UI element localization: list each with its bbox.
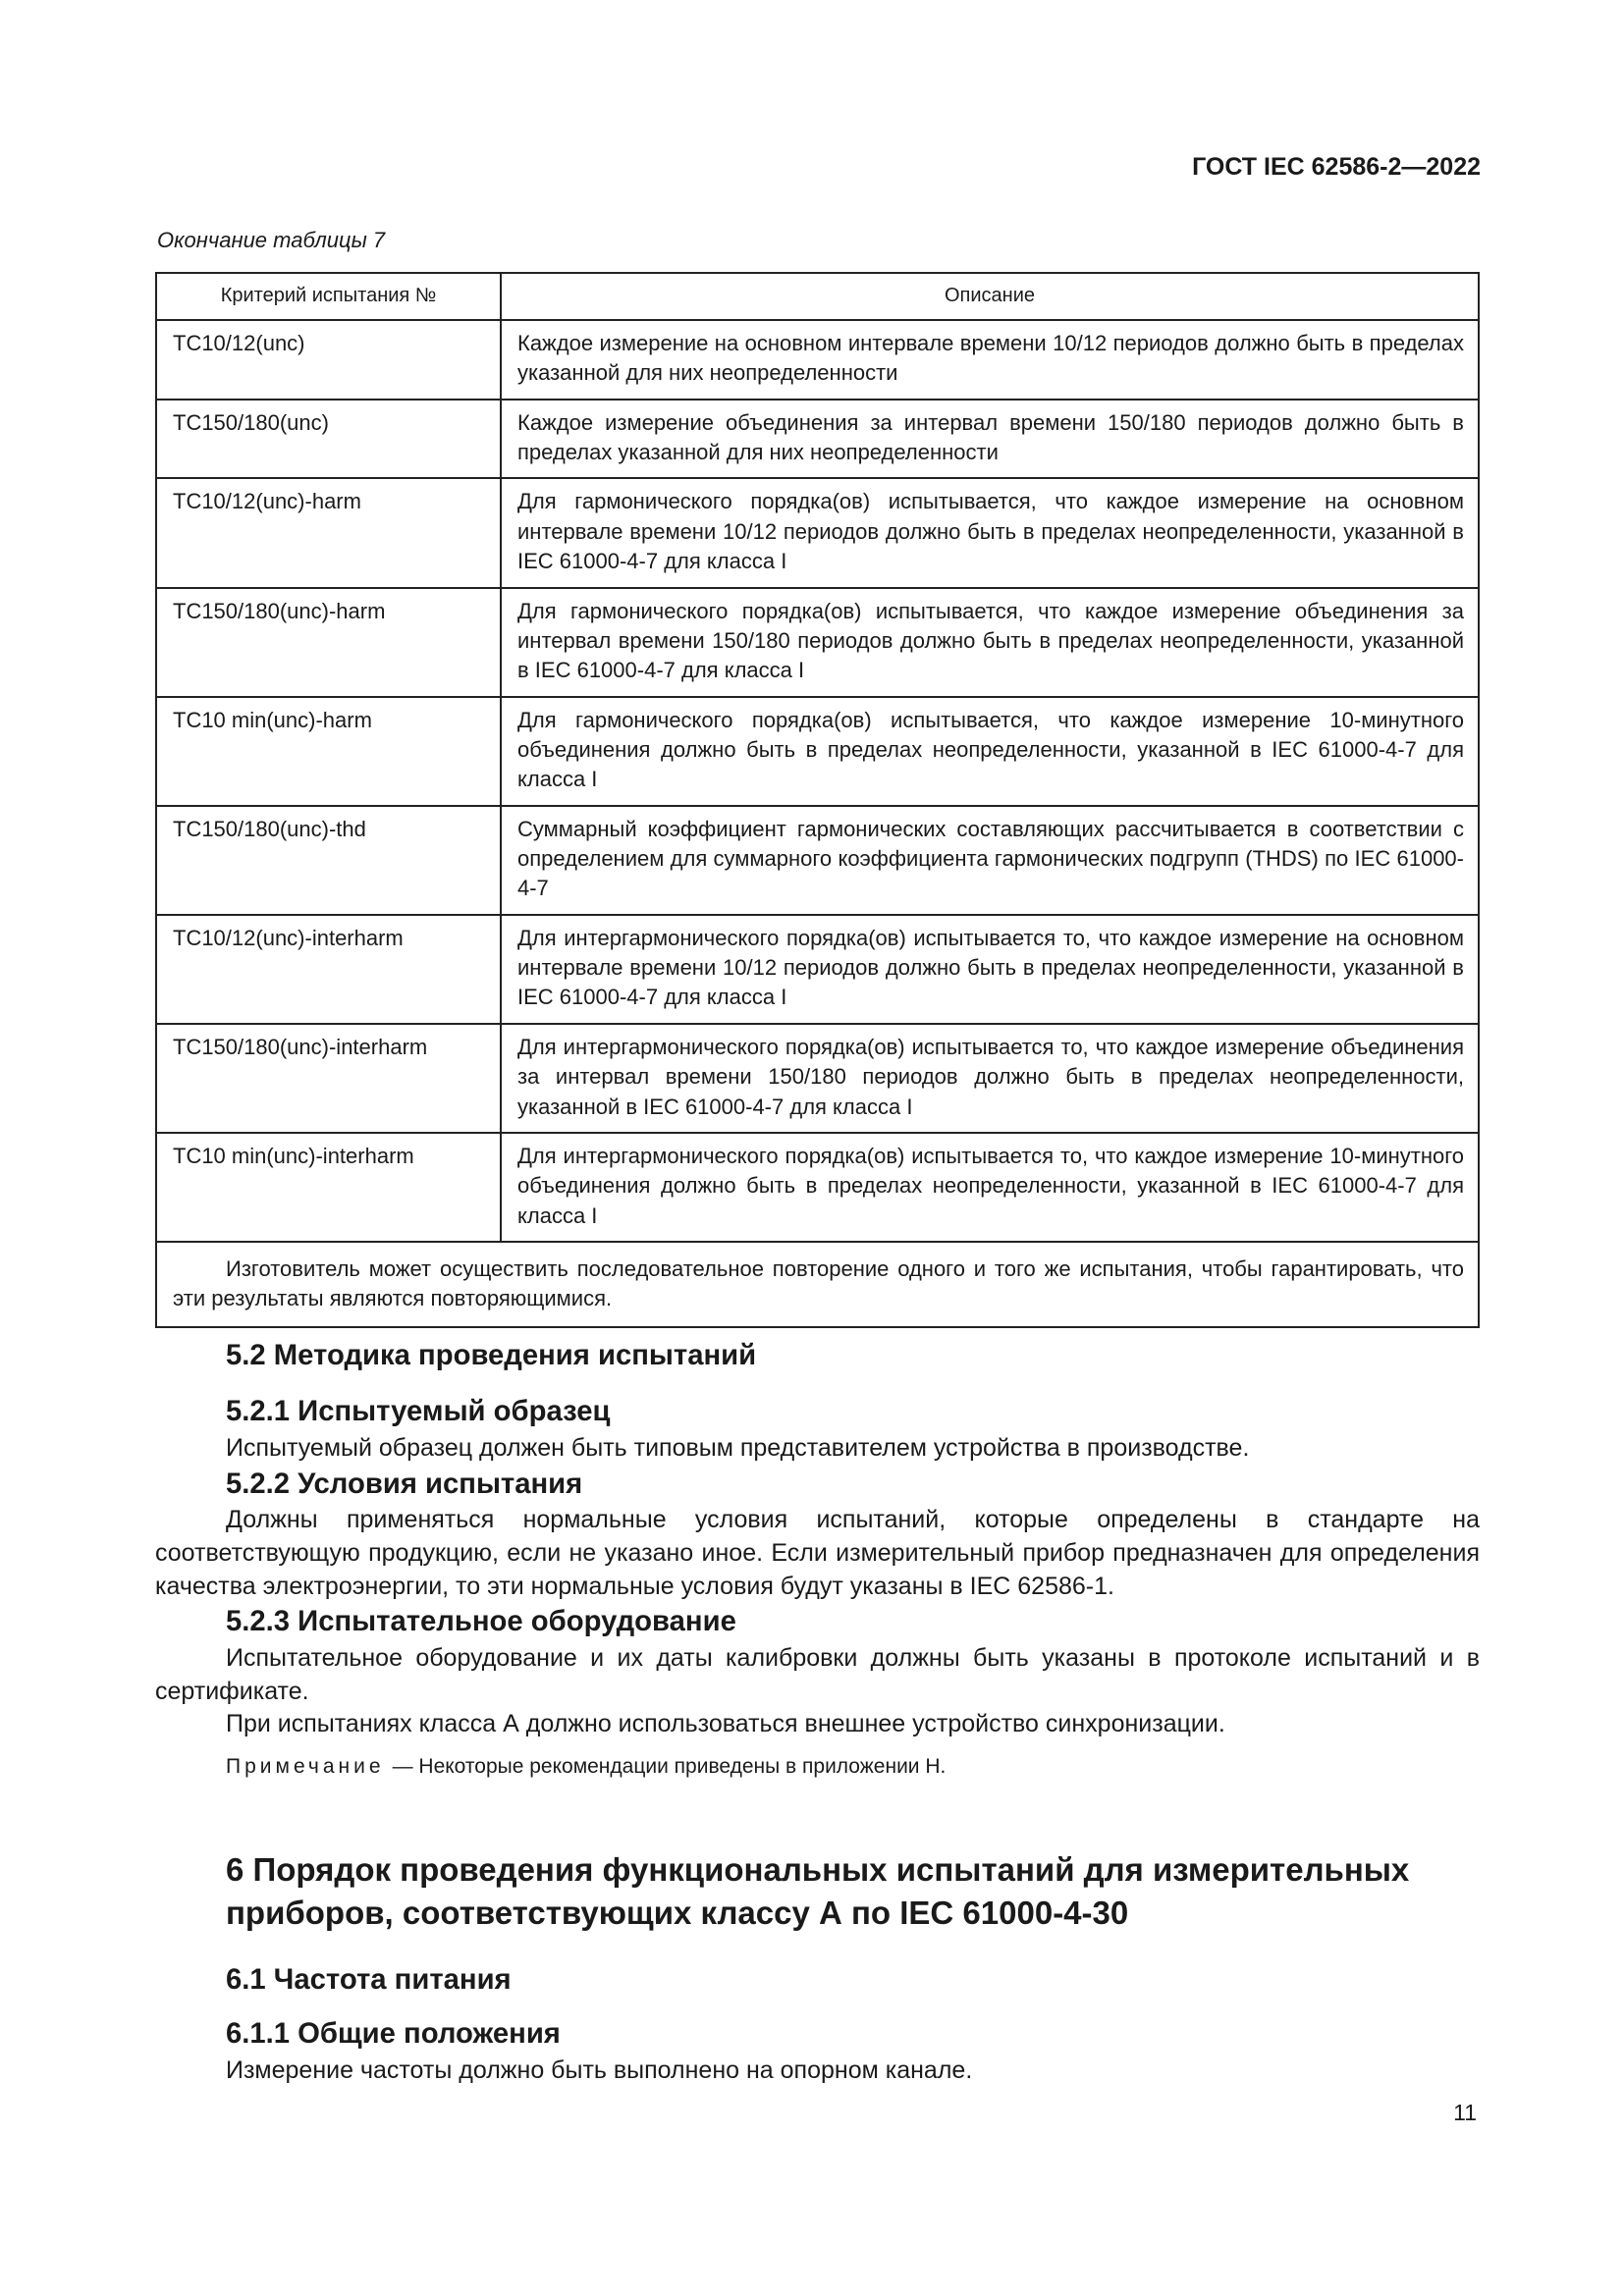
note-text: — Некоторые рекомендации приведены в приложении Н. — [392, 1755, 947, 1779]
sections-5-2-block — [155, 1337, 1480, 1782]
criterion-cell: TC10/12(unc)-interharm — [156, 915, 501, 1024]
table-row — [156, 915, 1479, 1024]
table-footer-note: Изготовитель может осуществить последовательное повторение одного и того же испытания, чтобы гарантировать, что эти результаты являются повторяющимися. — [156, 1242, 1479, 1327]
test-criteria-table — [155, 272, 1480, 1328]
criterion-cell: TC150/180(unc)-interharm — [156, 1024, 501, 1133]
section-5-2-title: 5.2 Методика проведения испытаний — [226, 1340, 757, 1371]
section-5-2-3-text-1: Испытательное оборудование и их даты калибровки должны быть указаны в протоколе испытаний и в сертификате. — [155, 1643, 1480, 1705]
column-header-description: Описание — [501, 273, 1479, 320]
table-note-row — [156, 1242, 1479, 1327]
table-row — [156, 400, 1479, 479]
table-row — [156, 588, 1479, 697]
section-5-2-1-title: 5.2.1 Испытуемый образец — [226, 1396, 611, 1428]
section-6-title: 6 Порядок проведения функциональных испытаний для измерительных приборов, соответствующих классу А по IEC 61000-4-30 — [226, 1851, 1410, 1931]
table-row — [156, 478, 1479, 587]
description-cell: Для гармонического порядка(ов) испытывается, что каждое измерение на основном интервале времени 10/12 периодов должно быть в пределах неопределенности, указанной в IEC 61000-4-7 для класса I — [501, 478, 1479, 587]
page-number: 11 — [1453, 2100, 1477, 2125]
description-cell: Каждое измерение объединения за интервал времени 150/180 периодов должно быть в пределах указанной для них неопределенности — [501, 400, 1479, 479]
section-6-1-title: 6.1 Частота питания — [226, 1963, 512, 1996]
criterion-cell: TC150/180(unc)-harm — [156, 588, 501, 697]
table-row — [156, 1024, 1479, 1133]
column-header-criterion: Критерий испытания № — [156, 273, 501, 320]
description-cell: Суммарный коэффициент гармонических составляющих рассчитывается в соответствии с определением для суммарного коэффициента гармонических подгрупп (THDS) по IEC 61000-4-7 — [501, 806, 1479, 915]
document-code: ГОСТ IEC 62586-2—2022 — [1192, 153, 1481, 181]
description-cell: Для гармонического порядка(ов) испытывается, что каждое измерение объединения за интервал времени 150/180 периодов должно быть в пределах неопределенности, указанной в IEC 61000-4-7 для класса I — [501, 588, 1479, 697]
table-row — [156, 697, 1479, 806]
section-5-2-2-text: Должны применяться нормальные условия испытаний, которые определены в стандарте на соответствующую продукцию, если не указано иное. Если измерительный прибор предназначен для определения качества электроэнергии, то эти нормальные условия будут указаны в IEC 62586-1. — [155, 1506, 1480, 1600]
table-header-row — [156, 273, 1479, 320]
criterion-cell: TC150/180(unc)-thd — [156, 806, 501, 915]
description-cell: Для гармонического порядка(ов) испытывается, что каждое измерение 10-минутного объединения должно быть в пределах неопределенности, указанной в IEC 61000-4-7 для класса I — [501, 697, 1479, 806]
table-row — [156, 806, 1479, 915]
section-5-2-2-title: 5.2.2 Условия испытания — [226, 1468, 583, 1500]
section-5-2-3-text-2: При испытаниях класса А должно использоваться внешнее устройство синхронизации. — [226, 1710, 1225, 1738]
section-6-1-1-title: 6.1.1 Общие положения — [226, 2018, 561, 2051]
section-5-2-1-text: Испытуемый образец должен быть типовым представителем устройства в производстве. — [226, 1433, 1250, 1462]
table-row — [156, 320, 1479, 400]
note-label: Примечание — [226, 1755, 385, 1779]
table-caption: Окончание таблицы 7 — [157, 228, 386, 252]
description-cell: Каждое измерение на основном интервале времени 10/12 периодов должно быть в пределах указанной для них неопределенности — [501, 320, 1479, 400]
criterion-cell: TC150/180(unc) — [156, 400, 501, 479]
section-6-block — [155, 1822, 1480, 2088]
criterion-cell: TC10/12(unc) — [156, 320, 501, 400]
description-cell: Для интергармонического порядка(ов) испытывается то, что каждое измерение 10-минутного объединения должно быть в пределах неопределенности, указанной в IEC 61000-4-7 для класса I — [501, 1133, 1479, 1242]
criterion-cell: TC10 min(unc)-harm — [156, 697, 501, 806]
section-6-1-1-text: Измерение частоты должно быть выполнено на опорном канале. — [226, 2056, 973, 2084]
criterion-cell: TC10/12(unc)-harm — [156, 478, 501, 587]
section-5-2-3-title: 5.2.3 Испытательное оборудование — [226, 1606, 736, 1638]
description-cell: Для интергармонического порядка(ов) испытывается то, что каждое измерение объединения за интервал времени 150/180 периодов должно быть в пределах неопределенности, указанной в IEC 61000-4-7 для класса I — [501, 1024, 1479, 1133]
section-5-2-3-note — [155, 1753, 1480, 1781]
description-cell: Для интергармонического порядка(ов) испытывается то, что каждое измерение на основном интервале времени 10/12 периодов должно быть в пределах неопределенности, указанной в IEC 61000-4-7 для класса I — [501, 915, 1479, 1024]
criterion-cell: TC10 min(unc)-interharm — [156, 1133, 501, 1242]
table-row — [156, 1133, 1479, 1242]
